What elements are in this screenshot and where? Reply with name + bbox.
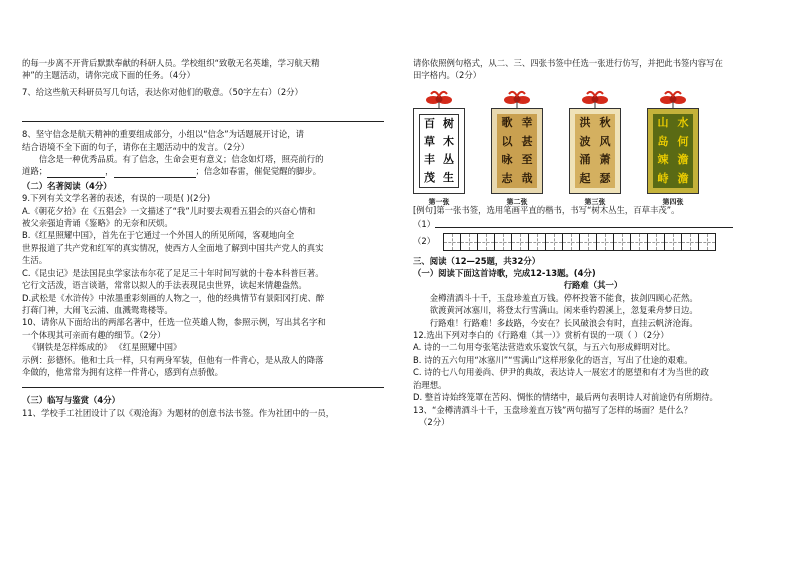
bookmark-character: 至 [521,153,533,167]
question-8-line-1: 8、坚守信念是航天精神的重要组成部分，小组以“信念”为话题展开讨论，请 [22,129,305,140]
bookmark-character: 甚 [521,134,533,148]
bookmark-card [647,108,699,194]
grid-cell[interactable] [444,234,461,250]
bookmark-1[interactable] [413,88,465,206]
intro-line-1: 的每一步离不开背后默默奉献的科研人员。学校组织“致敬无名英雄，学习航天精 [22,58,320,68]
bookmark-character: 以 [501,134,513,148]
tassel-knot-icon [647,88,699,108]
example-sentence: [例句]第一张书签，选用笔画平直的楷书，书写“树木丛生，百草丰茂”。 [413,204,680,215]
q8-blank-1[interactable] [47,167,105,178]
grid-cell[interactable] [631,234,648,250]
row-1-line[interactable] [435,226,733,228]
grid-cell[interactable] [563,234,580,250]
bookmark-caption: 第四张 [662,197,684,206]
q12-option-c-2: 治理想。 [413,379,447,390]
bookmark-card [569,108,621,194]
bookmark-character: 峙 [657,171,669,185]
q8-suffix: ；信念如春雷，催促觉醒的脚步。 [195,166,322,177]
bookmark-character: 丰 [424,152,435,166]
tianzige-grid[interactable] [443,233,716,251]
bookmark-character: 丛 [443,152,454,166]
bookmark-character: 幸 [521,116,533,130]
bookmark-3[interactable] [569,88,621,206]
grid-cell[interactable] [580,234,597,250]
bookmark-character: 百 [424,116,435,130]
bookmark-character: 风 [599,134,611,148]
tassel-knot-icon [491,88,543,108]
bookmark-gallery [413,82,773,204]
bookmark-character: 波 [579,134,591,148]
question-10-line-1: 10、请你从下面给出的两部名著中，任选一位英雄人物，参照示例，写出其名字和 [22,317,326,328]
bookmark-character: 竦 [657,153,669,167]
left-column [22,0,384,419]
section-3-heading: （三）临写与鉴赏（4分） [22,395,120,406]
q10-book-titles: 《钢铁是怎样炼成的》 《红星照耀中国》 [28,342,182,353]
q10-example-2: 伞做的，他常常为拥有这样一件背心，感到有点骄傲。 [22,366,223,377]
answer-line-q10[interactable] [22,386,384,388]
bookmark-character: 咏 [501,153,513,167]
tassel-knot-icon [569,88,621,108]
poem-line-3: 行路难！行路难！多歧路，今安在？长风破浪会有时，直挂云帆济沧海。 [429,317,698,328]
question-9: 9.下列有关文学名著的表述，有误的一项是( )(2分) [22,193,211,204]
q8-blank-2[interactable] [114,167,196,178]
question-13-score: （2分） [419,416,450,427]
bookmark-character: 生 [443,170,454,184]
writing-row-1 [413,218,773,230]
bookmark-character: 秋 [599,116,611,130]
bookmark-caption: 第一张 [428,197,450,206]
grid-cell[interactable] [529,234,546,250]
right-column [413,0,773,428]
instruction-line-1: 请你依照例句格式，从二、三、四张书签中任选一张进行仿写，并把此书签内容写在 [413,58,723,68]
bookmark-character: 岛 [657,134,669,148]
bookmark-character: 澹 [677,171,689,185]
bookmark-caption: 第二张 [506,197,528,206]
q9-option-b-2: 世界报道了共产党和红军的真实情况，使西方人全面地了解到中国共产党人的真实 [22,242,324,253]
bookmark-2[interactable] [491,88,543,206]
grid-cell[interactable] [682,234,699,250]
row-2-label: （2） [413,236,436,247]
question-8-line-4 [22,165,384,177]
q9-option-a-2: 被父亲强迫背诵《鉴略》的无奈和厌烦。 [22,218,173,229]
grid-cell[interactable] [648,234,665,250]
bookmark-card [413,108,465,194]
q9-option-b-3: 生活。 [22,255,48,266]
question-12: 12.选出下列对李白的《行路难（其一）》赏析有误的一项（ ）（2分） [413,330,669,341]
question-13: 13、“金樽清酒斗十千，玉盘珍羞直万钱”两句描写了怎样的场面？是什么？ [413,404,692,415]
bookmark-character: 木 [443,134,454,148]
q8-comma: ， [105,166,114,177]
bookmark-character: 树 [443,116,454,130]
writing-row-2 [413,233,773,251]
q9-option-d-2: 打蒋门神，大闹飞云浦、血溅鸳鸯楼等。 [22,304,173,315]
poem-line-2: 欲渡黄河冰塞川，将登太行雪满山。闲来垂钓碧溪上，忽复乘舟梦日边。 [429,305,698,316]
grid-cell[interactable] [546,234,563,250]
bookmark-character: 水 [677,116,689,130]
answer-line-q7[interactable] [22,120,384,122]
bookmark-character: 洪 [579,116,591,130]
q9-option-d-1: D.武松是《水浒传》中浓墨重彩刻画的人物之一，他的经典情节有景阳冈打虎、醉 [22,292,325,303]
grid-cell[interactable] [665,234,682,250]
section-2-heading: （二）名著阅读（4分） [22,180,112,191]
bookmark-character: 草 [424,134,435,148]
question-7: 7、给这些航天科研员写几句话，表达你对他们的敬意。（50字左右）（2分） [22,86,303,97]
q9-option-a-1: A.《朝花夕拾》在《五猖会》一文描述了“我”儿时要去观看五猖会的兴奋心情和 [22,205,316,216]
bookmark-4[interactable] [647,88,699,206]
reading-section-heading: 三、阅读（12—25题，共32分） [413,255,541,266]
q9-option-c-2: 它行文活泼，语言谈谐，常常以拟人的手法表现昆虫世界，读起来情趣盎然。 [22,280,307,291]
question-10-line-2: 一个体现其可亲而有趣的细节。（2分） [22,329,166,340]
bookmark-character: 山 [657,116,669,130]
bookmark-character: 起 [579,171,591,185]
poem-title: 行路难（其一） [563,280,623,291]
q12-option-c-1: C. 诗的七八句用姜尚、伊尹的典故，表达诗人一展宏才的愿望和有才为当世的政 [413,367,709,378]
grid-cell[interactable] [495,234,512,250]
intro-line-2: 神”的主题活动，请你完成下面的任务。（4分） [22,70,195,81]
q9-option-c-1: C.《昆虫记》是法国昆虫学家法布尔花了足足三十年时间写就的十卷本科普巨著。 [22,267,324,278]
bookmark-card [491,108,543,194]
row-1-label: （1） [413,219,436,230]
question-8-line-2: 结合语境不全下面的句子，请你在主题活动中的发言。（2分） [22,141,250,152]
instruction-line-2: 田字格内。（2分） [413,70,482,81]
bookmark-caption: 第三张 [584,197,606,206]
q10-example-1: 示例：彭德怀。他和士兵一样，只有两身军装，但他有一件背心，是从敌人的降落 [22,354,324,365]
grid-cell[interactable] [699,234,715,250]
poem-section-heading: （一）阅读下面这首诗歌，完成12-13题。(4分) [413,268,596,279]
q8-prefix: 道路； [22,166,48,177]
bookmark-character: 何 [677,134,689,148]
question-8-line-3: 信念是一种优秀品质。有了信念，生命会更有意义；信念如灯塔，照亮前行的 [38,154,324,165]
q12-option-d: D. 整首诗始终笼罩在苦闷、惆怅的情绪中，最后两句表明诗人对前途仍有所期待。 [413,392,718,403]
grid-cell[interactable] [478,234,495,250]
question-11: 11、学校手工社团设计了以《观沧海》为题材的创意书法书签。作为社团中的一员， [22,407,335,418]
bookmark-character: 志 [501,171,513,185]
q12-option-b: B. 诗的五六句用“冰塞川”“雪满山”这样形象化的语言，写出了仕途的艰难。 [413,354,693,365]
bookmark-character: 茂 [424,170,435,184]
grid-cell[interactable] [597,234,614,250]
bookmark-character: 歌 [501,116,513,130]
grid-cell[interactable] [614,234,631,250]
q9-option-b-1: B.《红星照耀中国》，首先在于它通过一个外国人的所见所闻，客观地向全 [22,230,295,241]
bookmark-character: 澹 [677,153,689,167]
poem-line-1: 金樽清酒斗十千，玉盘珍羞直万钱。停杯投箸不能食，拔剑四顾心茫然。 [429,292,698,303]
bookmark-character: 涌 [579,153,591,167]
grid-cell[interactable] [461,234,478,250]
grid-cell[interactable] [512,234,529,250]
q12-option-a: A. 诗的一二句用夸张笔法营造欢乐宴饮气氛，与五六句形成鲜明对比。 [413,342,676,353]
bookmark-character: 哉 [521,171,533,185]
tassel-knot-icon [413,88,465,108]
bookmark-character: 萧 [599,153,611,167]
bookmark-character: 瑟 [599,171,611,185]
